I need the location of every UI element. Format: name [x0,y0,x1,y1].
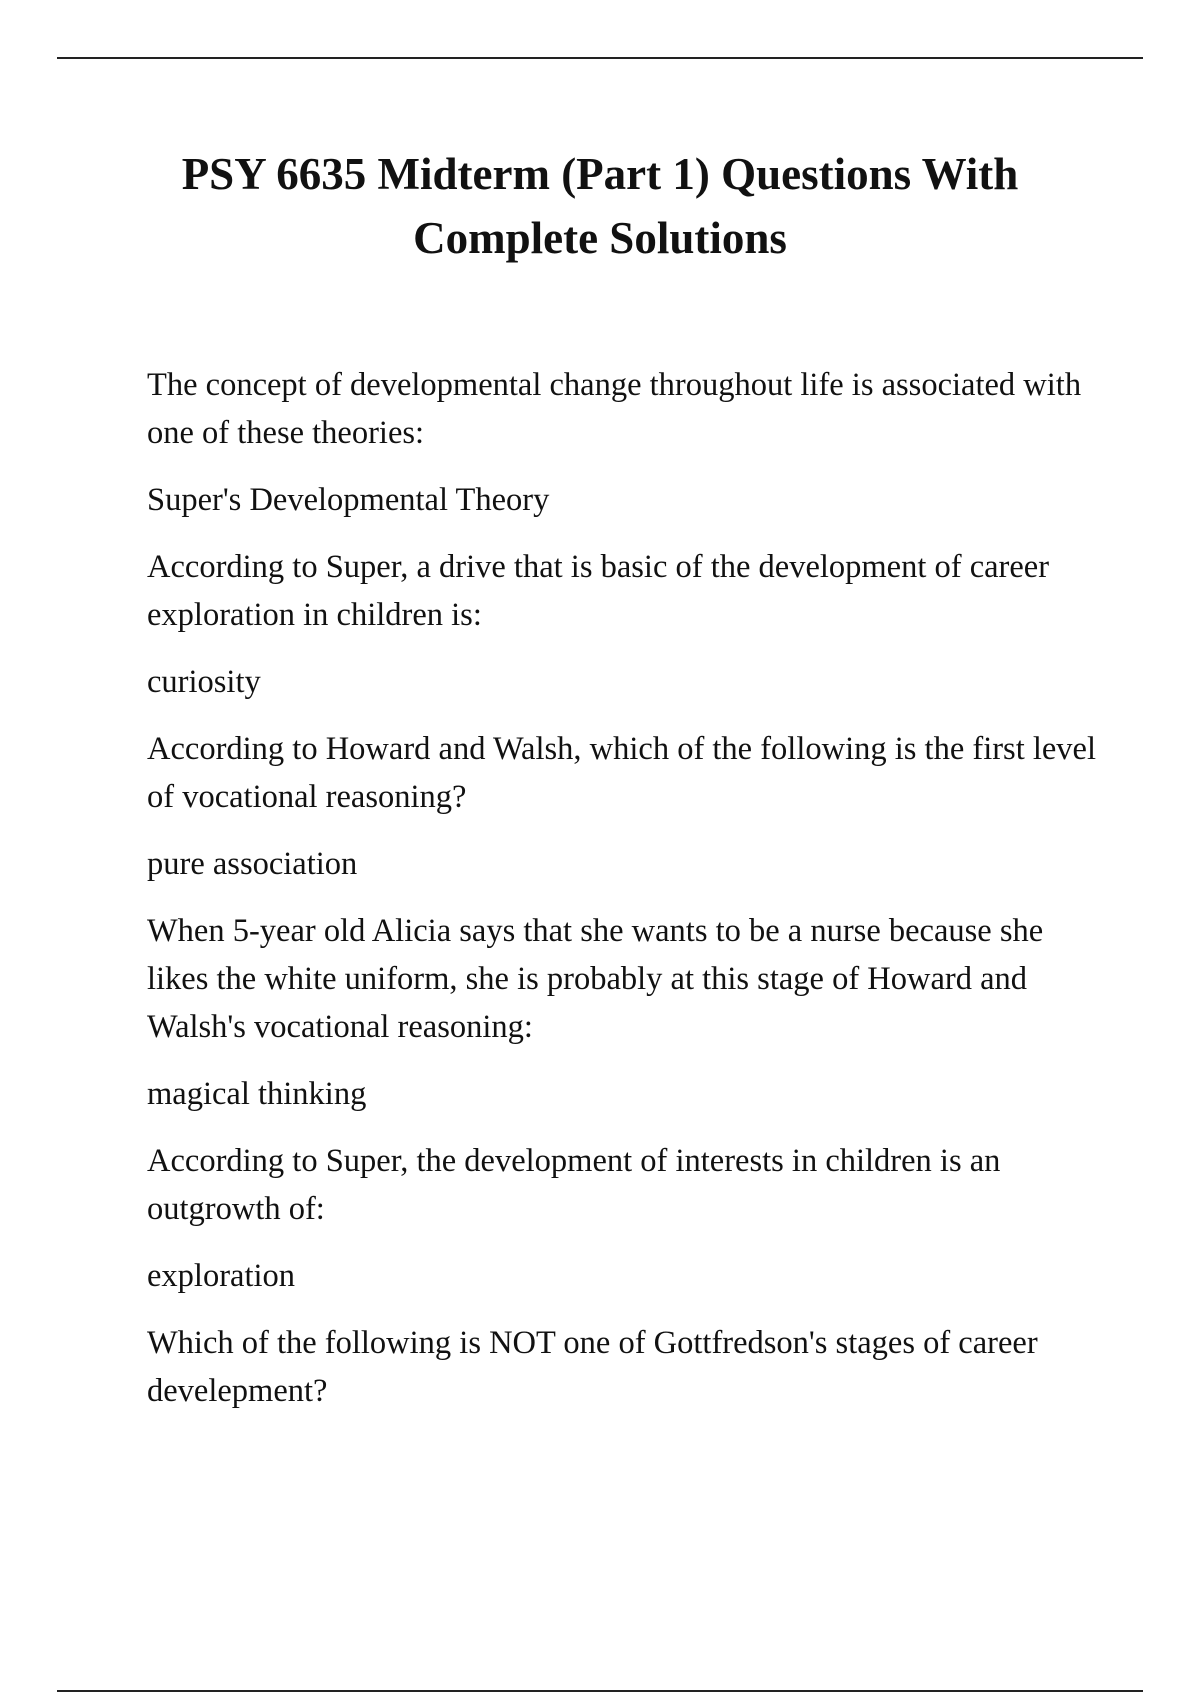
question-1: The concept of developmental change throughout life is associated with one of these theories: [147,367,1082,451]
bottom-divider [57,1690,1143,1692]
question-4: When 5-year old Alicia says that she wants to be a nurse because she likes the white uniform, she is probably at this stage of Howard and Walsh's vocational reasoning: [147,913,1044,1045]
question-2: According to Super, a drive that is basic of the development of career exploration in children is: [147,549,1050,633]
document-title: PSY 6635 Midterm (Part 1) Questions With Complete Solutions [181,149,1019,263]
answer-5: exploration [147,1258,296,1294]
top-divider [57,57,1143,59]
answer-1: Super's Developmental Theory [147,482,550,518]
answer-2: curiosity [147,664,261,700]
answer-4: magical thinking [147,1076,367,1112]
question-6: Which of the following is NOT one of Gottfredson's stages of career develepment? [147,1325,1038,1409]
question-3: According to Howard and Walsh, which of the following is the first level of vocational reasoning? [147,731,1097,815]
document-body [147,361,1097,1434]
question-5: According to Super, the development of interests in children is an outgrowth of: [147,1143,1001,1227]
answer-3: pure association [147,846,358,882]
